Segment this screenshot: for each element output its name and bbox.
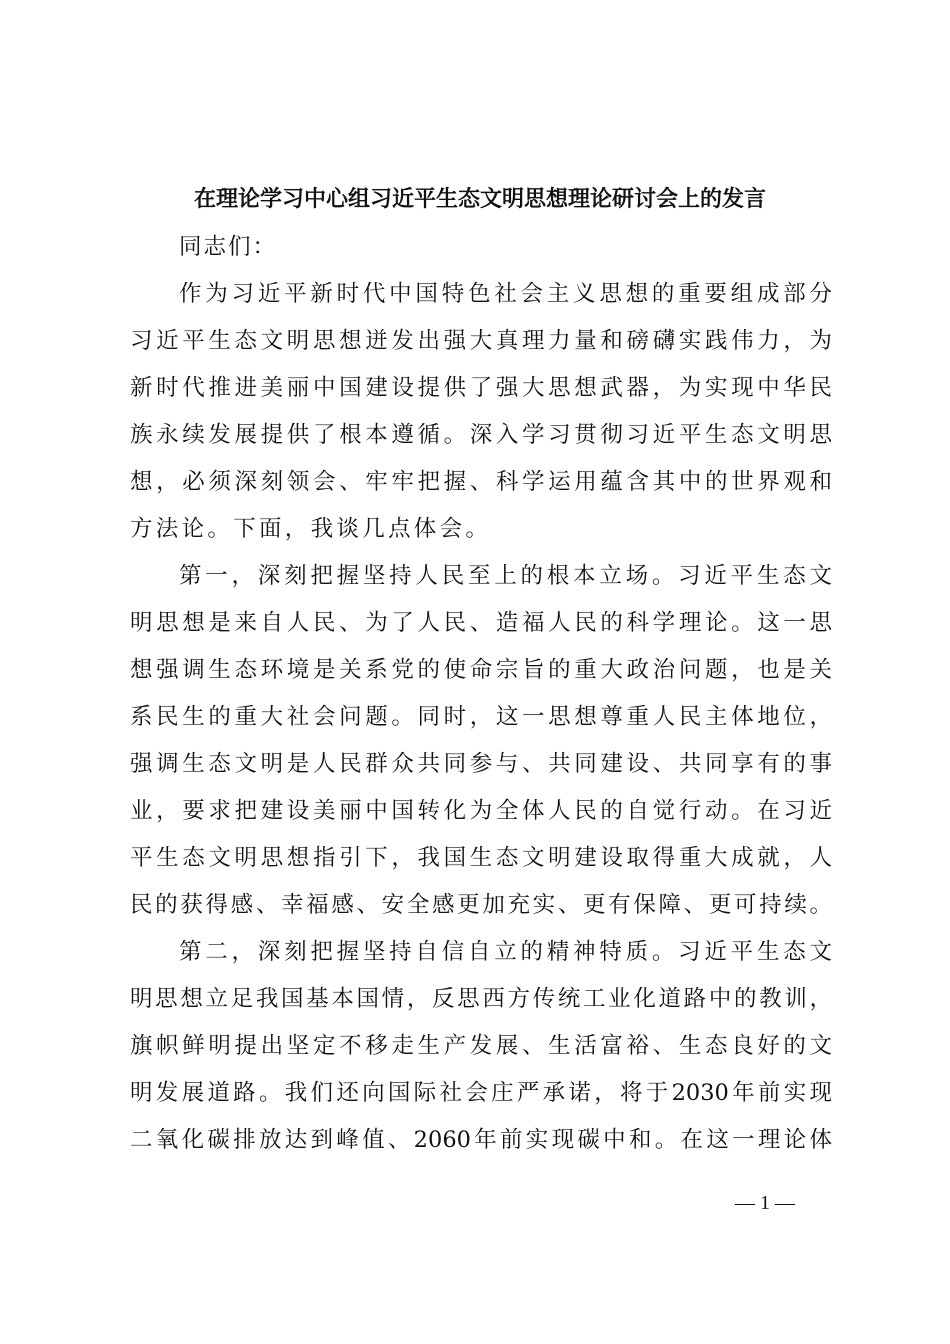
document-body bbox=[130, 224, 832, 1164]
paragraph-line: 旗帜鲜明提出坚定不移走生产发展、生活富裕、生态良好的文 bbox=[130, 1033, 832, 1059]
paragraph-line: 新时代推进美丽中国建设提供了强大思想武器，为实现中华民 bbox=[130, 375, 832, 401]
document-title: 在理论学习中心组习近平生态文明思想理论研讨会上的发言 bbox=[193, 186, 766, 212]
paragraph-line: 明发展道路。我们还向国际社会庄严承诺，将于2030年前实现 bbox=[130, 1080, 832, 1106]
paragraph-line: 民的获得感、幸福感、安全感更加充实、更有保障、更可持续。 bbox=[130, 892, 832, 918]
paragraph-line: 想强调生态环境是关系党的使命宗旨的重大政治问题，也是关 bbox=[130, 657, 832, 683]
paragraph-line: 第一，深刻把握坚持人民至上的根本立场。习近平生态文 bbox=[179, 563, 832, 589]
paragraph-line: 第二，深刻把握坚持自信自立的精神特质。习近平生态文 bbox=[179, 939, 832, 965]
paragraph-line: 强调生态文明是人民群众共同参与、共同建设、共同享有的事 bbox=[130, 751, 832, 777]
paragraph-line: 系民生的重大社会问题。同时，这一思想尊重人民主体地位， bbox=[130, 704, 832, 730]
paragraph-line: 二氧化碳排放达到峰值、2060年前实现碳中和。在这一理论体 bbox=[130, 1127, 832, 1153]
paragraph-line: 明思想立足我国基本国情，反思西方传统工业化道路中的教训， bbox=[130, 986, 832, 1012]
paragraph-line: 方法论。下面，我谈几点体会。 bbox=[130, 516, 492, 542]
paragraph-line: 业，要求把建设美丽中国转化为全体人民的自觉行动。在习近 bbox=[130, 798, 832, 824]
paragraph-line: 明思想是来自人民、为了人民、造福人民的科学理论。这一思 bbox=[130, 610, 832, 636]
salutation: 同志们： bbox=[179, 234, 278, 260]
paragraph-line: 作为习近平新时代中国特色社会主义思想的重要组成部分 bbox=[179, 281, 832, 307]
paragraph-line: 想，必须深刻领会、牢牢把握、科学运用蕴含其中的世界观和 bbox=[130, 469, 832, 495]
page-number: — 1 — bbox=[735, 1192, 795, 1214]
paragraph-line: 习近平生态文明思想迸发出强大真理力量和磅礴实践伟力，为 bbox=[130, 328, 832, 354]
paragraph-line: 平生态文明思想指引下，我国生态文明建设取得重大成就，人 bbox=[130, 845, 832, 871]
paragraph-line: 族永续发展提供了根本遵循。深入学习贯彻习近平生态文明思 bbox=[130, 422, 832, 448]
